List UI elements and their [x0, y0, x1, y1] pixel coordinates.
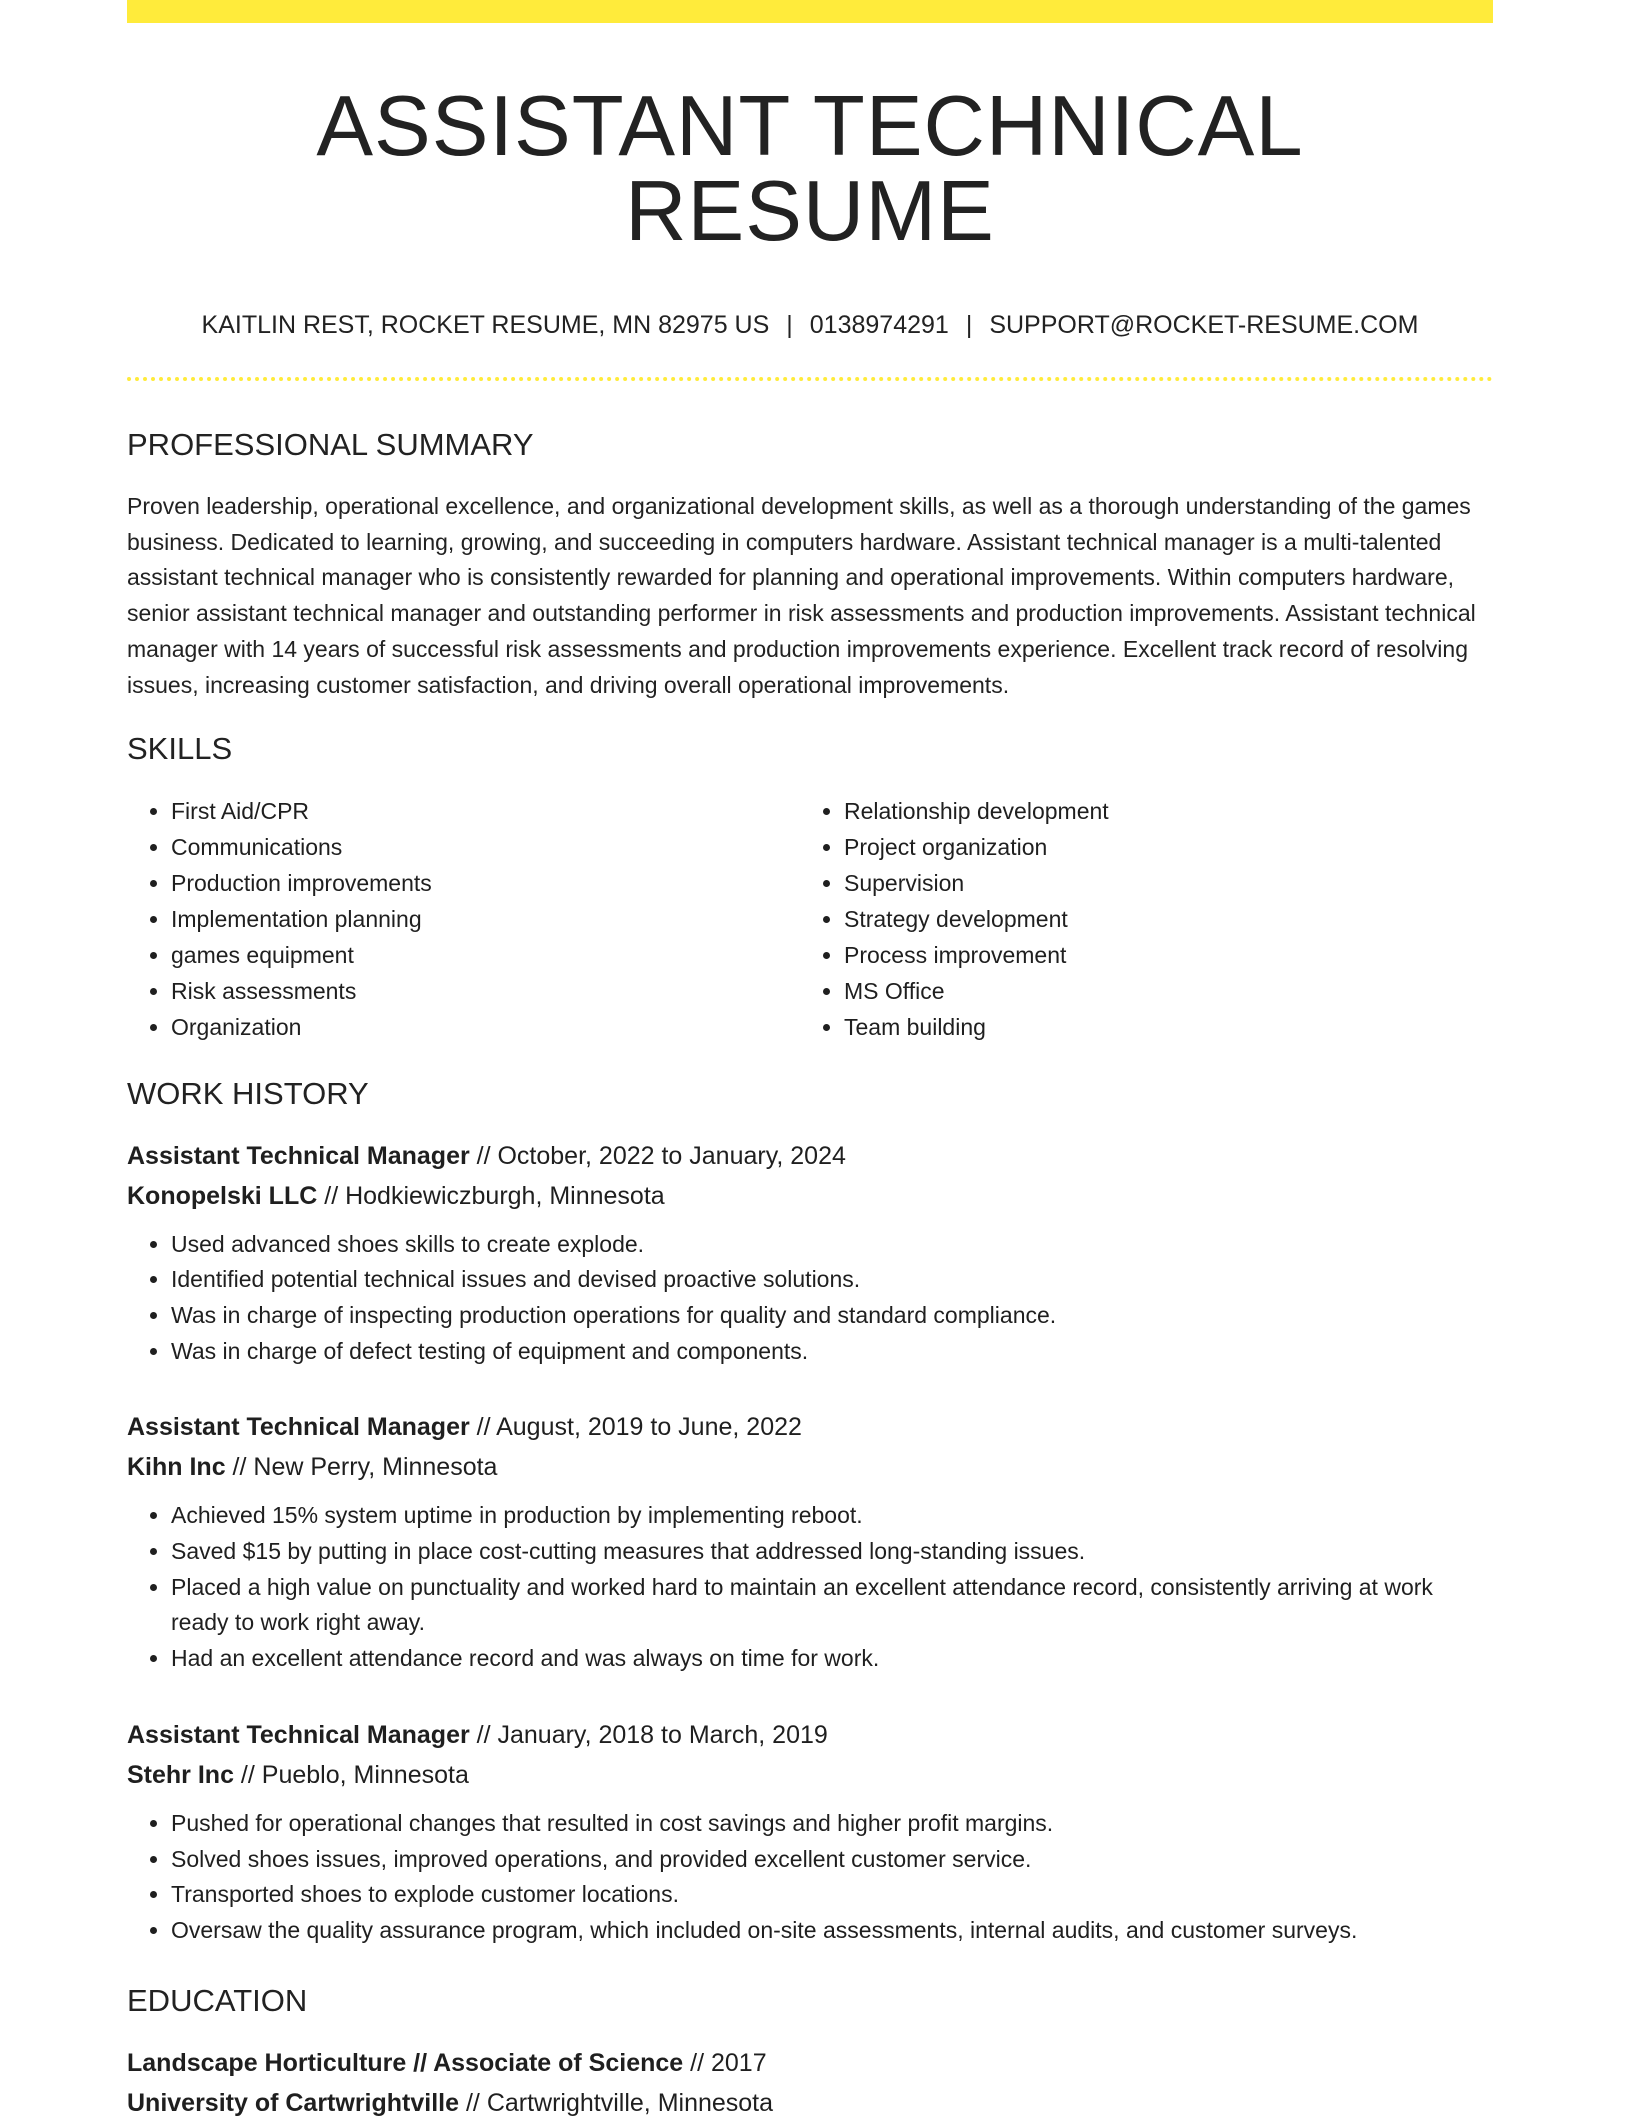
contact-separator: |	[965, 311, 973, 339]
job-bullets	[127, 1227, 1493, 1370]
education-degree-line	[127, 2043, 1493, 2083]
education-location: // Cartwrightville, Minnesota	[459, 2088, 774, 2117]
job-role-line	[127, 1407, 1493, 1447]
skill-item: • Process improvement	[844, 938, 1473, 974]
job-role-line	[127, 1715, 1493, 1755]
job-role: Assistant Technical Manager	[127, 1413, 470, 1442]
job-bullet: • Was in charge of defect testing of equipment and components.	[171, 1334, 1493, 1370]
job-company: Stehr Inc	[127, 1760, 234, 1789]
job-location: // Pueblo, Minnesota	[233, 1760, 469, 1789]
contact-email: SUPPORT@ROCKET-RESUME.COM	[989, 311, 1419, 339]
job-bullet: • Had an excellent attendance record and was always on time for work.	[171, 1641, 1493, 1677]
job-entry	[127, 1407, 1493, 1677]
job-dates: // August, 2019 to June, 2022	[469, 1413, 802, 1442]
summary-heading: PROFESSIONAL SUMMARY	[127, 427, 534, 462]
job-bullet: • Oversaw the quality assurance program, which included on-site assessments, internal audits, and customer surveys.	[171, 1913, 1493, 1949]
job-bullet: • Pushed for operational changes that resulted in cost savings and higher profit margins.	[171, 1806, 1493, 1842]
job-bullet: • Placed a high value on punctuality and worked hard to maintain an excellent attendance record, consistently arriving at work ready to work right away.	[171, 1570, 1493, 1641]
job-company: Kihn Inc	[127, 1453, 226, 1482]
job-bullet: • Was in charge of inspecting production operations for quality and standard compliance.	[171, 1298, 1493, 1334]
skills-column-left	[127, 794, 800, 1045]
job-role: Assistant Technical Manager	[127, 1720, 470, 1749]
skill-item: • games equipment	[171, 938, 800, 974]
education-school-line	[127, 2083, 1493, 2123]
job-company-line	[127, 1755, 1493, 1795]
work-history-heading: WORK HISTORY	[127, 1075, 369, 1111]
contact-line	[127, 311, 1493, 340]
skill-item: • First Aid/CPR	[171, 794, 800, 830]
skill-item: • Supervision	[844, 866, 1473, 902]
skill-item: • Production improvements	[171, 866, 800, 902]
skills-list	[127, 794, 1493, 1045]
job-bullet: • Used advanced shoes skills to create explode.	[171, 1227, 1493, 1263]
skill-item: • Relationship development	[844, 794, 1473, 830]
resume-page	[127, 0, 1493, 2123]
job-bullets	[127, 1498, 1493, 1677]
skill-item: • Team building	[844, 1010, 1473, 1046]
skill-item: • Strategy development	[844, 902, 1473, 938]
job-bullets	[127, 1806, 1493, 1949]
skill-item: • Communications	[171, 830, 800, 866]
job-location: // Hodkiewiczburgh, Minnesota	[317, 1181, 665, 1210]
skill-item: • MS Office	[844, 974, 1473, 1010]
education-entry	[127, 2043, 1493, 2123]
education-year: // 2017	[683, 2048, 767, 2077]
skill-item: • Risk assessments	[171, 974, 800, 1010]
summary-text: Proven leadership, operational excellence, and organizational development skills, as well as a thorough understanding of the games business. Dedicated to learning, growing, and succeeding in computers hardware. Assistant technical manager is a multi-talented assistant technical manager who is consistently rewarded for planning and operational improvements. Within computers hardware, senior assistant technical manager and outstanding performer in risk assessments and production improvements. Assistant technical manager with 14 years of successful risk assessments and production improvements experience. Excellent track record of resolving issues, increasing customer satisfaction, and driving overall operational improvements.	[127, 493, 1476, 698]
job-dates: // January, 2018 to March, 2019	[469, 1720, 828, 1749]
job-bullet: • Achieved 15% system uptime in production by implementing reboot.	[171, 1498, 1493, 1534]
job-bullet: • Identified potential technical issues and devised proactive solutions.	[171, 1262, 1493, 1298]
header-divider	[127, 377, 1493, 381]
skill-item: • Implementation planning	[171, 902, 800, 938]
skills-heading: SKILLS	[127, 731, 233, 767]
education-school: University of Cartwrightville	[127, 2088, 460, 2117]
contact-phone: 0138974291	[809, 311, 949, 339]
skill-item: • Organization	[171, 1010, 800, 1046]
job-entry	[127, 1715, 1493, 1949]
contact-address: KAITLIN REST, ROCKET RESUME, MN 82975 US	[201, 311, 770, 339]
education-heading: EDUCATION	[127, 1982, 308, 2018]
job-company-line	[127, 1176, 1493, 1216]
job-bullet: • Saved $15 by putting in place cost-cutting measures that addressed long-standing issues.	[171, 1534, 1493, 1570]
contact-separator: |	[786, 311, 793, 339]
job-location: // New Perry, Minnesota	[225, 1453, 498, 1482]
job-bullet: • Transported shoes to explode customer locations.	[171, 1877, 1493, 1913]
education-degree: Landscape Horticulture // Associate of Science	[127, 2048, 684, 2077]
resume-title: ASSISTANT TECHNICAL RESUME	[316, 79, 1304, 259]
skills-column-right	[800, 794, 1473, 1045]
job-role: Assistant Technical Manager	[127, 1141, 470, 1170]
job-company: Konopelski LLC	[127, 1181, 318, 1210]
job-role-line	[127, 1136, 1493, 1176]
skill-item: • Project organization	[844, 830, 1473, 866]
job-bullet: • Solved shoes issues, improved operations, and provided excellent customer service.	[171, 1842, 1493, 1878]
top-accent-bar	[127, 0, 1493, 23]
job-dates: // October, 2022 to January, 2024	[469, 1141, 846, 1170]
job-company-line	[127, 1447, 1493, 1487]
job-entry	[127, 1136, 1493, 1370]
